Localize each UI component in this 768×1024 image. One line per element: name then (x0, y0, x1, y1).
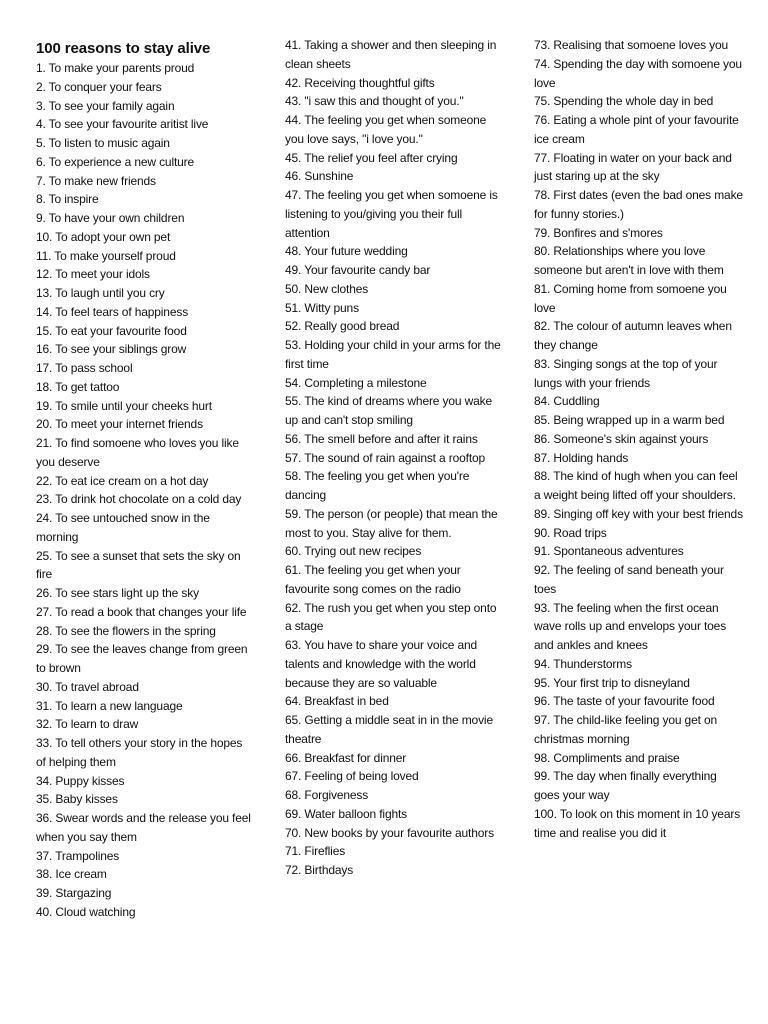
list-item: 66. Breakfast for dinner (285, 750, 407, 765)
list-item: 70. New books by your favourite authors (285, 825, 494, 840)
list-item: 92. The feeling of sand beneath your toes (534, 563, 724, 596)
list-item: 94. Thunderstorms (534, 656, 632, 671)
list-item: 54. Completing a milestone (285, 375, 427, 390)
list-item: 73. Realising that somoene loves you (534, 38, 729, 52)
list-item: 58. The feeling you get when you're dancing (285, 469, 470, 502)
list-item: 85. Being wrapped up in a warm bed (534, 413, 725, 427)
list-item: 15. To eat your favourite food (36, 323, 187, 338)
list-item: 78. First dates (even the bad ones make for funny stories.) (534, 188, 743, 221)
list-item: 26. To see stars light up the sky (36, 586, 199, 600)
list-item: 29. To see the leaves change from green to brown (36, 642, 248, 675)
list-item: 43. "i saw this and thought of you." (285, 94, 464, 109)
list-item: 56. The smell before and after it rains (285, 431, 478, 446)
list-item: 19. To smile until your cheeks hurt (36, 398, 212, 413)
list-item: 51. Witty puns (285, 300, 359, 315)
list-item: 8. To inspire (36, 192, 99, 207)
list-item: 84. Cuddling (534, 394, 600, 409)
reasons-list-2 (285, 36, 501, 880)
list-item: 4. To see your favourite aritist live (36, 117, 209, 132)
list-item: 61. The feeling you get when your favourite song comes on the radio (285, 563, 461, 596)
list-item: 18. To get tattoo (36, 379, 120, 394)
list-item: 93. The feeling when the first ocean wave rolls up and envelops your toes and ankles and knees (534, 600, 727, 652)
list-item: 87. Holding hands (534, 450, 629, 465)
list-item: 7. To make new friends (36, 173, 156, 188)
list-item: 82. The colour of autumn leaves when they change (534, 319, 732, 352)
list-item: 20. To meet your internet friends (36, 417, 203, 432)
list-item: 6. To experience a new culture (36, 154, 195, 169)
list-item: 2. To conquer your fears (36, 79, 162, 94)
list-item: 89. Singing off key with your best friends (534, 506, 743, 521)
reasons-list-1 (36, 59, 252, 922)
list-item: 48. Your future wedding (285, 244, 408, 259)
list-item: 5. To listen to music again (36, 136, 170, 150)
list-item: 98. Compliments and praise (534, 750, 680, 765)
list-item: 32. To learn to draw (36, 717, 139, 732)
list-item: 13. To laugh until you cry (36, 286, 165, 300)
list-item: 53. Holding your child in your arms for the first time (285, 338, 501, 371)
list-item: 75. Spending the whole day in bed (534, 94, 714, 109)
list-item: 49. Your favourite candy bar (285, 263, 431, 277)
list-item: 36. Swear words and the release you feel when you say them (36, 811, 251, 844)
list-item: 21. To find somoene who loves you like you deserve (36, 436, 239, 469)
list-item: 64. Breakfast in bed (285, 694, 389, 709)
list-item: 63. You have to share your voice and talents and knowledge with the world because they are so valuable (285, 638, 478, 690)
list-item: 28. To see the flowers in the spring (36, 623, 216, 638)
list-item: 67. Feeling of being loved (285, 769, 419, 784)
column-1 (36, 38, 252, 922)
list-item: 68. Forgiveness (285, 788, 369, 802)
list-item: 90. Road trips (534, 525, 607, 540)
list-item: 35. Baby kisses (36, 792, 118, 807)
reasons-list-3 (534, 36, 744, 842)
list-item: 50. New clothes (285, 281, 369, 296)
list-item: 3. To see your family again (36, 98, 175, 113)
list-item: 41. Taking a shower and then sleeping in clean sheets (285, 38, 497, 71)
list-item: 71. Fireflies (285, 844, 346, 859)
list-item: 40. Cloud watching (36, 904, 136, 919)
list-item: 91. Spontaneous adventures (534, 544, 684, 559)
list-item: 57. The sound of rain against a rooftop (285, 450, 486, 465)
list-item: 74. Spending the day with somoene you love (534, 56, 742, 90)
list-item: 11. To make yourself proud (36, 248, 176, 263)
list-item: 83. Singing songs at the top of your lungs with your friends (534, 356, 718, 390)
list-item: 55. The kind of dreams where you wake up and can't stop smiling (285, 394, 493, 427)
list-item: 76. Eating a whole pint of your favourite ice cream (534, 113, 739, 146)
list-item: 81. Coming home from somoene you love (534, 281, 727, 315)
list-item: 60. Trying out new recipes (285, 544, 422, 559)
list-item: 30. To travel abroad (36, 679, 139, 694)
list-item: 69. Water balloon fights (285, 806, 408, 821)
list-item: 96. The taste of your favourite food (534, 694, 715, 709)
list-item: 12. To meet your idols (36, 267, 150, 282)
list-item: 37. Trampolines (36, 848, 120, 863)
list-item: 86. Someone's skin against yours (534, 431, 709, 446)
list-item: 1. To make your parents proud (36, 61, 195, 75)
list-item: 97. The child-like feeling you get on christmas morning (534, 713, 718, 746)
list-item: 25. To see a sunset that sets the sky on fire (36, 548, 241, 582)
list-item: 27. To read a book that changes your life (36, 604, 247, 619)
list-item: 59. The person (or people) that mean the most to you. Stay alive for them. (285, 506, 498, 540)
list-item: 10. To adopt your own pet (36, 229, 171, 244)
list-item: 77. Floating in water on your back and just staring up at the sky (534, 150, 732, 184)
list-item: 45. The relief you feel after crying (285, 150, 458, 165)
list-item: 46. Sunshine (285, 169, 354, 184)
list-item: 72. Birthdays (285, 863, 354, 877)
list-item: 80. Relationships where you love someone but aren't in love with them (534, 244, 724, 277)
list-item: 42. Receiving thoughtful gifts (285, 75, 435, 90)
list-item: 33. To tell others your story in the hopes of helping them (36, 736, 243, 769)
list-item: 23. To drink hot chocolate on a cold day (36, 492, 242, 507)
list-item: 47. The feeling you get when somoene is listening to you/giving you their full attention (285, 188, 498, 240)
list-item: 39. Stargazing (36, 886, 112, 900)
list-item: 24. To see untouched snow in the morning (36, 511, 210, 544)
list-item: 95. Your first trip to disneyland (534, 675, 690, 690)
list-item: 44. The feeling you get when someone you love says, "i love you." (285, 113, 487, 146)
list-item: 16. To see your siblings grow (36, 342, 187, 357)
list-item: 31. To learn a new language (36, 698, 183, 713)
column-2 (285, 36, 501, 880)
list-item: 34. Puppy kisses (36, 773, 125, 788)
list-item: 9. To have your own children (36, 211, 185, 225)
list-item: 14. To feel tears of happiness (36, 304, 189, 319)
list-item: 65. Getting a middle seat in in the movie theatre (285, 713, 493, 746)
list-item: 22. To eat ice cream on a hot day (36, 473, 209, 488)
list-item: 88. The kind of hugh when you can feel a weight being lifted off your shoulders. (534, 469, 738, 502)
list-item: 38. Ice cream (36, 867, 107, 882)
list-item: 79. Bonfires and s'mores (534, 225, 663, 240)
list-item: 99. The day when finally everything goes your way (534, 769, 717, 802)
list-item: 100. To look on this moment in 10 years time and realise you did it (534, 806, 741, 840)
column-3 (534, 36, 744, 842)
list-item: 62. The rush you get when you step onto a stage (285, 600, 497, 634)
list-item: 52. Really good bread (285, 319, 400, 334)
page-title: 100 reasons to stay alive (36, 40, 211, 57)
list-item: 17. To pass school (36, 361, 133, 375)
